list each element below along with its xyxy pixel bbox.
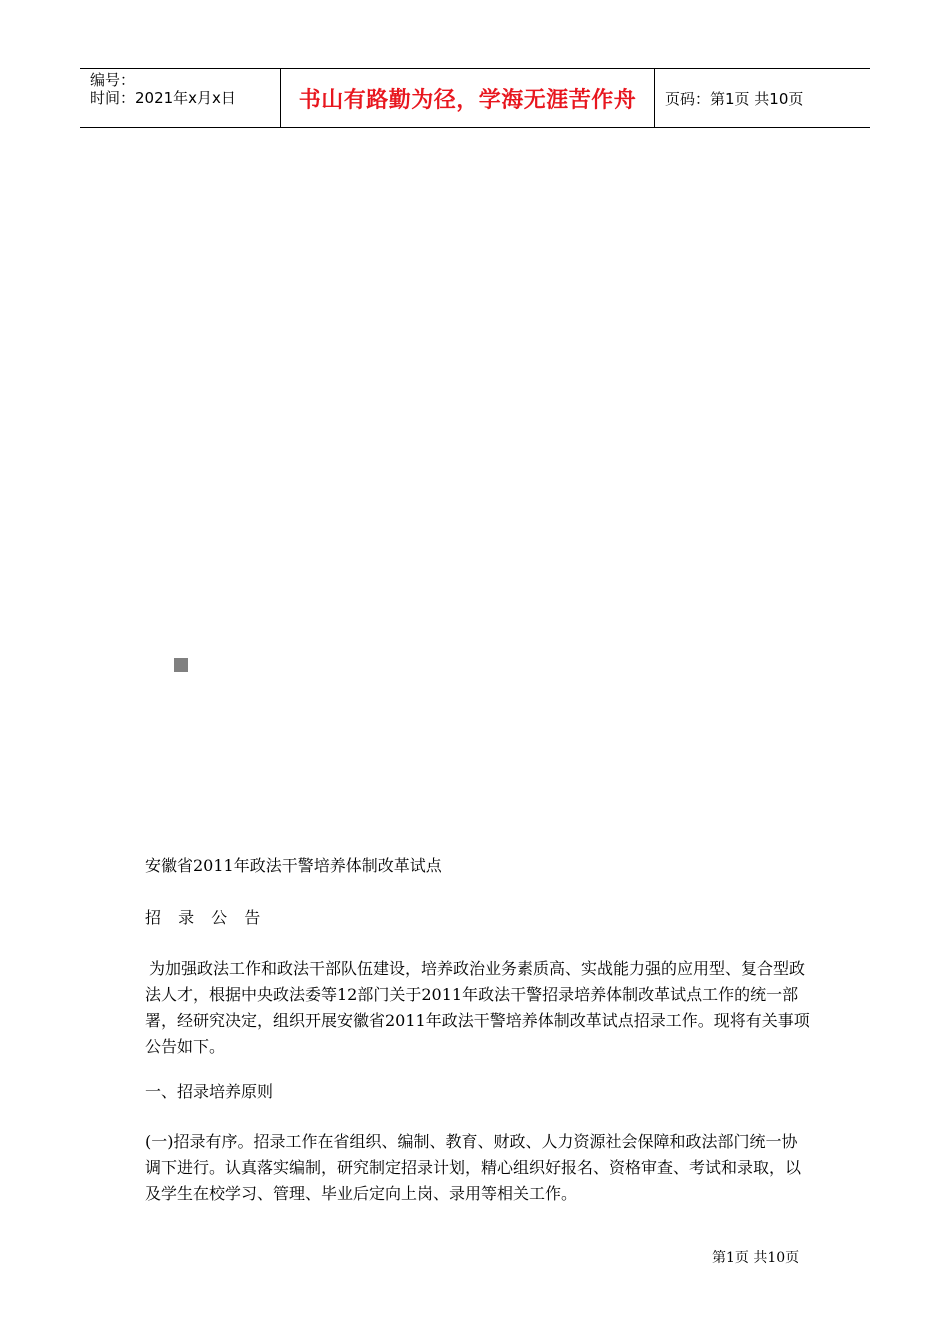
page-footer: 第1页 共10页 [712,1250,800,1266]
intro-paragraph: 为加强政法工作和政法干部队伍建设，培养政治业务素质高、实战能力强的应用型、复合型政法人才，根据中央政法委等12部门关于2011年政法干警招录培养体制改革试点工作的统一部署，经研究决定，组织开展安徽省2011年政法干警培养体制改革试点招录工作。现将有关事项公告如下。 [145,959,810,1056]
document-subtitle: 招 录 公 告 [145,908,267,927]
number-label: 编号： [90,71,136,89]
page-header [80,68,870,128]
section-heading: 一、招录培养原则 [145,1082,274,1101]
header-meta [80,69,281,127]
time-label: 时间：2021年x月x日 [90,89,236,107]
section-item-paragraph: (一)招录有序。招录工作在省组织、编制、教育、财政、人力资源社会保障和政法部门统一协调下进行。认真落实编制，研究制定招录计划，精心组织好报名、资格审查、考试和录取，以及学生在校学习、管理、毕业后定向上岗、录用等相关工作。 [145,1132,802,1203]
header-page-info: 页码：第1页 共10页 [665,89,804,108]
document-title: 安徽省2011年政法干警培养体制改革试点 [145,856,442,875]
square-marker-icon [174,658,188,672]
header-motto [281,69,655,127]
motto-text: 书山有路勤为径，学海无涯苦作舟 [298,87,637,113]
